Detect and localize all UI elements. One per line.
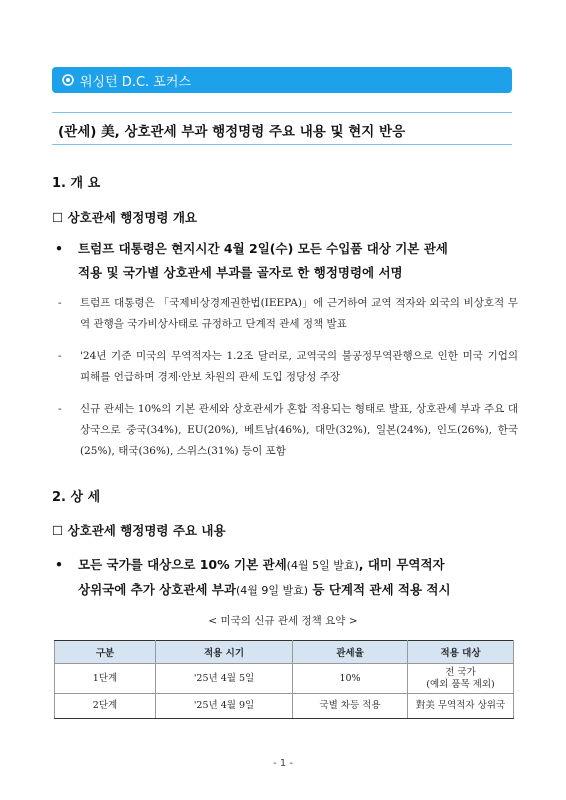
details-box-heading: ☐ 상호관세 행정명령 주요 내용 bbox=[52, 523, 226, 538]
table-header-row bbox=[55, 641, 514, 664]
overview-box-heading: ☐ 상호관세 행정명령 개요 bbox=[52, 210, 198, 225]
details-bullet bbox=[52, 553, 522, 603]
table-cell-phase: 2단계 bbox=[55, 694, 156, 719]
overview-dash-1: 트럼프 대통령은 「국제비상경제권한법(IEEPA)」에 근거하여 교역 적자와 외국의 비상호적 무역 관행을 국가비상사태로 규정하고 단계적 관세 정책 발표 bbox=[80, 297, 518, 330]
bullet-dot: • bbox=[55, 557, 63, 572]
overview-dash-3: 신규 관세는 10%의 기본 관세와 상호관세가 혼합 적용되는 형태로 발표, 상호관세 부과 주요 대상국으로 중국(34%), EU(20%), 베트남(46%), 대만(32%), 일본(24%), 인도(26%), 한국(25%), 태국(36%), 스위스(31%) 등이 포함 bbox=[80, 403, 518, 457]
table-header-cell: 관세율 bbox=[293, 641, 408, 664]
section-banner bbox=[52, 67, 512, 93]
overview-bullet-line1: 트럼프 대통령은 현지시간 4월 2일(수) 모든 수입품 대상 기본 관세 bbox=[78, 241, 448, 256]
section-heading-overview: 1. 개 요 bbox=[52, 176, 101, 191]
table-header-cell: 적용 대상 bbox=[408, 641, 514, 664]
table-caption: < 미국의 신규 관세 정책 요약 > bbox=[208, 615, 358, 627]
table-header-cell: 구분 bbox=[55, 641, 156, 664]
table-row bbox=[55, 664, 514, 694]
target-circle-icon bbox=[62, 74, 74, 86]
page-number: - 1 - bbox=[273, 758, 293, 769]
table-cell-target: 對美 무역적자 상위국 bbox=[408, 694, 514, 719]
table-cell-date: '25년 4월 5일 bbox=[156, 664, 293, 694]
tariff-summary-table bbox=[54, 640, 514, 719]
overview-dash-item: - '24년 기준 미국의 무역적자는 1.2조 달러로, 교역국의 불공정무역관행으로 인한 미국 기업의 피해를 언급하며 경제·안보 차원의 관세 도입 정당성 주장 bbox=[58, 346, 518, 388]
table-cell-date: '25년 4월 9일 bbox=[156, 694, 293, 719]
table-header-cell: 적용 시기 bbox=[156, 641, 293, 664]
table-row bbox=[55, 694, 514, 719]
table-cell-phase: 1단계 bbox=[55, 664, 156, 694]
table-cell-rate: 10% bbox=[293, 664, 408, 694]
details-bullet-text: 모든 국가를 대상으로 10% 기본 관세(4월 5일 발효), 대미 무역적자 상위국에 추가 상호관세 부과(4월 9일 발효) 등 단계적 관세 적용 적시 bbox=[78, 557, 451, 597]
bullet-dot: • bbox=[55, 241, 63, 256]
document-title: (관세) 美, 상호관세 부과 행정명령 주요 내용 및 현지 반응 bbox=[58, 124, 406, 140]
overview-bullet-line2: 적용 및 국가별 상호관세 부과를 골자로 한 행정명령에 서명 bbox=[78, 265, 403, 280]
title-top-rule bbox=[52, 112, 512, 113]
overview-dash-2: '24년 기준 미국의 무역적자는 1.2조 달러로, 교역국의 불공정무역관행으로 인한 미국 기업의 피해를 언급하며 경제·안보 차원의 관세 도입 정당성 주장 bbox=[80, 350, 518, 383]
overview-dash-item: - 트럼프 대통령은 「국제비상경제권한법(IEEPA)」에 근거하여 교역 적자와 외국의 비상호적 무역 관행을 국가비상사태로 규정하고 단계적 관세 정책 발표 bbox=[58, 293, 518, 335]
banner-label: 워싱턴 D.C. 포커스 bbox=[80, 74, 191, 90]
table-cell-target: 전 국가 (예외 품목 제외) bbox=[408, 664, 514, 694]
table-cell-rate: 국별 차등 적용 bbox=[293, 694, 408, 719]
section-heading-details: 2. 상 세 bbox=[52, 490, 101, 505]
title-bottom-rule bbox=[52, 144, 512, 145]
overview-bullet bbox=[52, 237, 522, 285]
overview-dash-item: - 신규 관세는 10%의 기본 관세와 상호관세가 혼합 적용되는 형태로 발표, 상호관세 부과 주요 대상국으로 중국(34%), EU(20%), 베트남(46%), 대만(32%), 일본(24%), 인도(26%), 한국(25%), 태국(36%), 스위스(31%) 등이 포함 bbox=[58, 399, 518, 462]
